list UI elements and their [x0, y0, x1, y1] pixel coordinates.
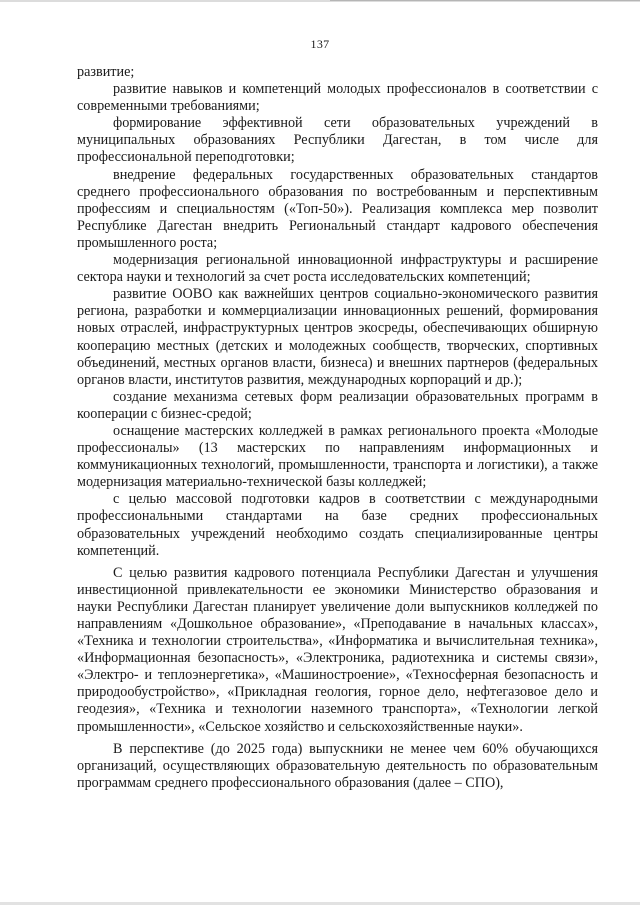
paragraph: развитие ООВО как важнейших центров социально-экономического развития региона, разработки и коммерциализации инновационных решений, формирования новых отраслей, инфраструктурных центров экосреды, обеспечивающих обширную кооперацию местных (детских и молодежных сообществ, творческих, спортивных объединений, местных органов власти, бизнеса) и внешних партнеров (федеральных органов власти, институтов развития, международных корпораций и др.); — [77, 286, 598, 388]
paragraph: В перспективе (до 2025 года) выпускники не менее чем 60% обучающихся организаций, осуществляющих образовательную деятельность по образовательным программам среднего профессионального образования (далее – СПО), — [77, 740, 598, 791]
paragraph: С целью развития кадрового потенциала Республики Дагестан и улучшения инвестиционной привлекательности ее экономики Министерство образования и науки Республики Дагестан планирует увеличение доли выпускников колледжей по направлениям «Дошкольное образование», «Преподавание в начальных классах», «Техника и технологии строительства», «Информатика и вычислительная техника», «Информационная безопасность», «Электроника, радиотехника и системы связи», «Электро- и теплоэнергетика», «Машиностроение», «Техносферная безопасность и природообустройство», «Прикладная геология, горное дело, нефтегазовое дело и геодезия», «Техника и технологии наземного транспорта», «Технологии легкой промышленности», «Сельское хозяйство и сельскохозяйственные науки». — [77, 564, 598, 735]
paragraph: внедрение федеральных государственных образовательных стандартов среднего профессионального образования по востребованным и перспективным профессиям и специальностям («Топ-50»). Реализация комплекса мер позволит Республике Дагестан внедрить Региональный стандарт кадрового обеспечения промышленного роста; — [77, 166, 598, 251]
page-number: 137 — [310, 37, 330, 51]
paragraph: развитие навыков и компетенций молодых профессионалов в соответствии с современными требованиями; — [77, 81, 598, 115]
paragraph: оснащение мастерских колледжей в рамках регионального проекта «Молодые профессионалы» (13 мастерских по направлениям информационных и коммуникационных технологий, промышленности, транспорта и логистики), а также модернизация материально-технической базы колледжей; — [77, 422, 598, 491]
paragraph: с целью массовой подготовки кадров в соответствии с международными профессиональными стандартами на базе средних профессиональных образовательных учреждений необходимо создать специализированные центры компетенций. — [77, 491, 598, 559]
paragraph: формирование эффективной сети образовательных учреждений в муниципальных образованиях Республики Дагестан, в том числе для профессиональной переподготовки; — [77, 115, 598, 166]
paragraph: создание механизма сетевых форм реализации образовательных программ в кооперации с бизнес-средой; — [77, 388, 598, 422]
paragraph: развитие; — [77, 64, 135, 80]
paragraph: модернизация региональной инновационной инфраструктуры и расширение сектора науки и технологий за счет роста исследовательских компетенций; — [77, 252, 598, 286]
document-body — [77, 64, 598, 792]
scan-edge-line — [330, 0, 640, 1]
